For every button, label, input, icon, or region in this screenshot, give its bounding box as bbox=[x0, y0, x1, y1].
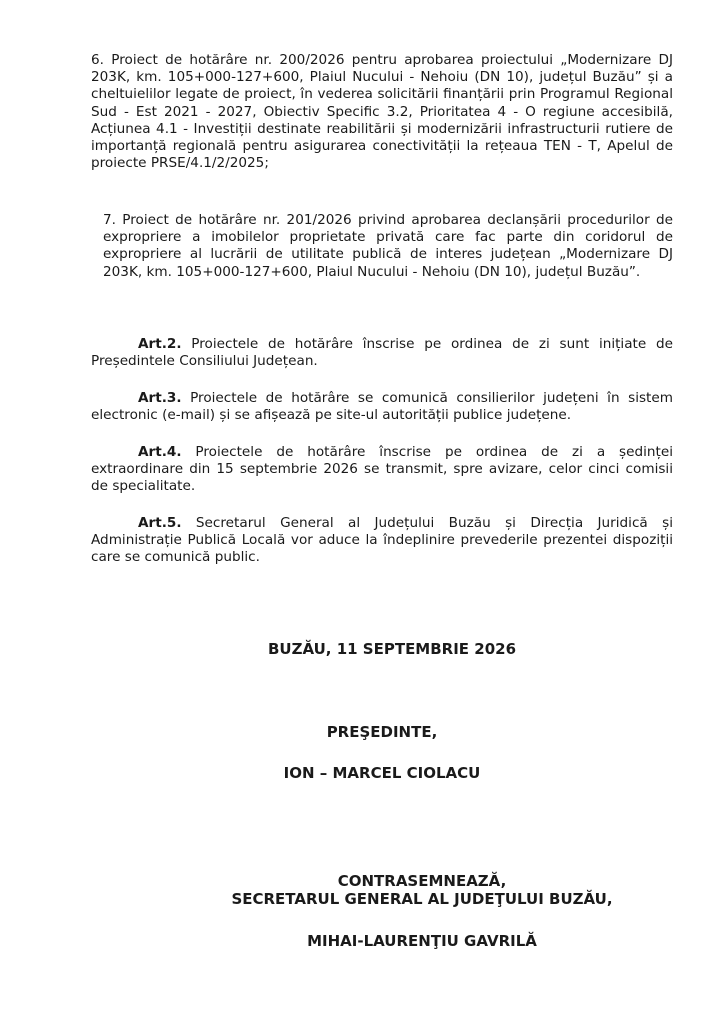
agenda-item-7: 7. Proiect de hotărâre nr. 201/2026 privind aprobarea declanșării procedurilor de expropriere a imobilelor proprietate privată care fac parte din coridorul de expropriere al lucrării de utilitate publică de interes județean „Modernizare DJ 203K, km. 105+000-127+600, Plaiul Nucului - Nehoiu (DN 10), județul Buzău”. bbox=[103, 212, 673, 280]
article-5-label: Art.5. bbox=[138, 515, 182, 531]
article-3-label: Art.3. bbox=[138, 390, 182, 406]
president-name: ION – MARCEL CIOLACU bbox=[283, 764, 481, 782]
article-5-text: Secretarul General al Județului Buzău și Direcția Juridică și Administrație Publică Locală vor aduce la îndeplinire prevederile prezentei dispoziții care se comunică public. bbox=[91, 515, 673, 566]
article-5 bbox=[91, 515, 673, 567]
article-2 bbox=[91, 336, 673, 370]
article-4-label: Art.4. bbox=[138, 444, 182, 460]
article-4-text: Proiectele de hotărâre înscrise pe ordinea de zi a ședinței extraordinare din 15 septembrie 2026 se transmit, spre avizare, celor cinci comisii de specialitate. bbox=[91, 444, 673, 495]
article-4 bbox=[91, 444, 673, 496]
agenda-item-6: 6. Proiect de hotărâre nr. 200/2026 pentru aprobarea proiectului „Modernizare DJ 203K, km. 105+000-127+600, Plaiul Nucului - Nehoiu (DN 10), județul Buzău” și a cheltuielilor legate de proiect, în vederea solicitării finanțării prin Programul Regional Sud - Est 2021 - 2027, Obiectiv Specific 3.2, Prioritatea 4 - O regiune accesibilă, Acțiunea 4.1 - Investiții destinate reabilitării și modernizării infrastructurii rutiere de importanță regională pentru asigurarea conectivității la rețeaua TEN - T, Apelul de proiecte PRSE/4.1/2/2025; bbox=[91, 52, 673, 172]
president-title: PREŞEDINTE, bbox=[326, 723, 438, 741]
secretary-general-name: MIHAI-LAURENŢIU GAVRILĂ bbox=[307, 932, 537, 950]
countersign-title: CONTRASEMNEAZĂ, bbox=[337, 872, 507, 890]
article-3 bbox=[91, 390, 673, 424]
article-2-text: Proiectele de hotărâre înscrise pe ordinea de zi sunt inițiate de Președintele Consiliului Județean. bbox=[91, 336, 673, 370]
place-and-date: BUZĂU, 11 SEPTEMBRIE 2026 bbox=[267, 640, 517, 658]
countersign-subtitle: SECRETARUL GENERAL AL JUDEŢULUI BUZĂU, bbox=[231, 890, 613, 908]
article-3-text: Proiectele de hotărâre se comunică consilierilor județeni în sistem electronic (e-mail) și se afișează pe site-ul autorității publice județene. bbox=[91, 390, 673, 424]
article-2-label: Art.2. bbox=[138, 336, 182, 352]
